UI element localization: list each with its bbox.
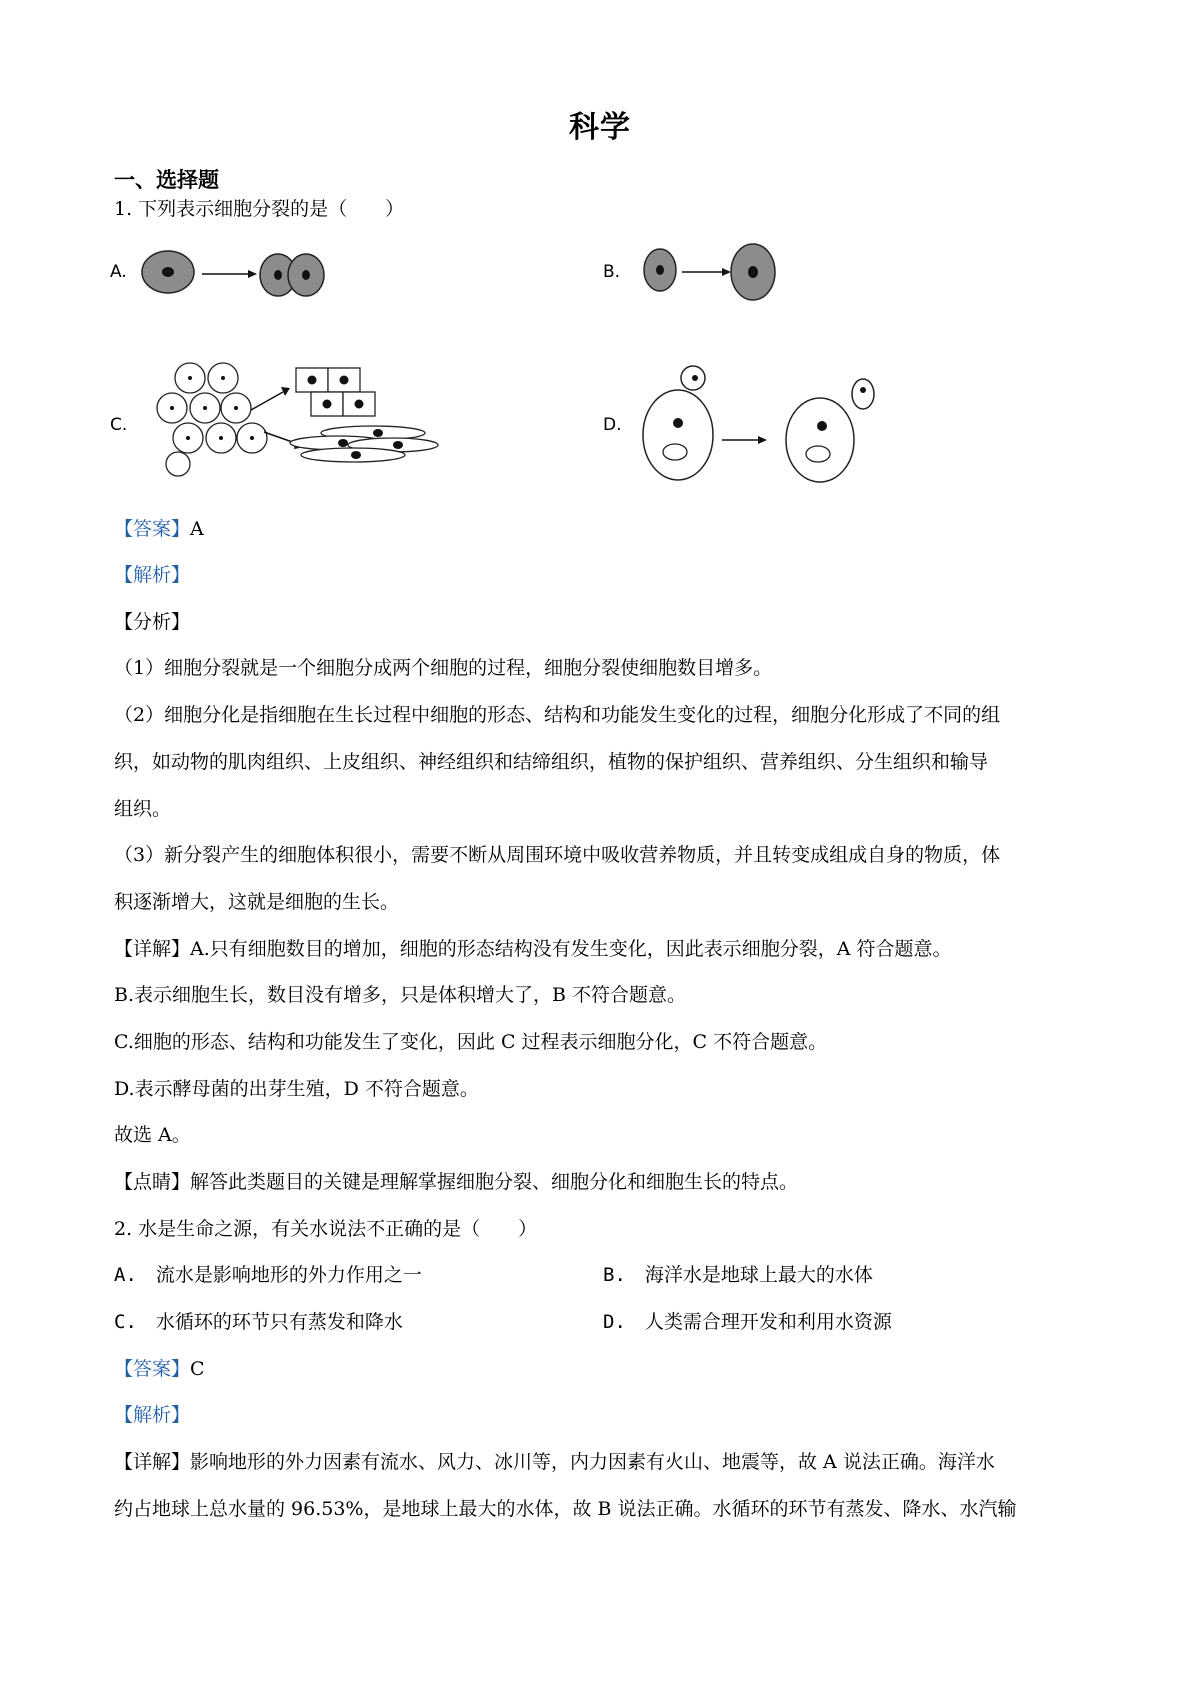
q2-detail-tag: 【详解】 bbox=[114, 1451, 191, 1473]
option-a-label: A. bbox=[110, 262, 127, 282]
q2-detail-1: 影响地形的外力因素有流水、风力、冰川等，内力因素有火山、地震等，故 A 说法正确。海洋水 bbox=[190, 1451, 995, 1473]
q1-fenxi-tag: 【分析】 bbox=[114, 611, 191, 633]
q2-answer-tag: 【答案】 bbox=[114, 1358, 191, 1380]
q1-analysis-p1: （1）细胞分裂就是一个细胞分成两个细胞的过程，细胞分裂使细胞数目增多。 bbox=[114, 657, 773, 679]
q1-detail-tag: 【详解】 bbox=[114, 938, 191, 960]
q1-analysis-p2b: 织，如动物的肌肉组织、上皮组织、神经组织和结缔组织，植物的保护组织、营养组织、分生组织和输导 bbox=[114, 751, 989, 773]
q2-detail-2: 约占地球上总水量的 96.53%，是地球上最大的水体，故 B 说法正确。水循环的环节有蒸发、降水、水汽输 bbox=[114, 1498, 1017, 1520]
q1-detail-c: C.细胞的形态、结构和功能发生了变化，因此 C 过程表示细胞分化，C 不符合题意。 bbox=[114, 1031, 828, 1053]
option-c-figure bbox=[148, 360, 468, 485]
option-d-label: D. bbox=[603, 415, 622, 435]
question-1-stem: 1. 下列表示细胞分裂的是（ ） bbox=[114, 198, 405, 220]
q1-dianjing: 解答此类题目的关键是理解掌握细胞分裂、细胞分化和细胞生长的特点。 bbox=[190, 1171, 799, 1193]
q1-answer: A bbox=[190, 518, 204, 540]
q1-analysis-tag: 【解析】 bbox=[114, 564, 191, 586]
q2-answer: C bbox=[190, 1358, 205, 1380]
q1-conclusion: 故选 A。 bbox=[114, 1124, 191, 1146]
q2-option-c: C. 水循环的环节只有蒸发和降水 bbox=[114, 1311, 403, 1333]
q2-option-d: D. 人类需合理开发和利用水资源 bbox=[603, 1311, 892, 1333]
q1-detail-a: A.只有细胞数目的增加，细胞的形态结构没有发生变化，因此表示细胞分裂，A 符合题意。 bbox=[190, 938, 952, 960]
option-b-figure bbox=[640, 240, 790, 310]
question-2-stem: 2. 水是生命之源，有关水说法不正确的是（ ） bbox=[114, 1218, 538, 1240]
q2-analysis-tag: 【解析】 bbox=[114, 1404, 191, 1426]
q2-option-a: A. 流水是影响地形的外力作用之一 bbox=[114, 1264, 422, 1286]
q1-detail-d: D.表示酵母菌的出芽生殖，D 不符合题意。 bbox=[114, 1078, 479, 1100]
q1-analysis-p3a: （3）新分裂产生的细胞体积很小，需要不断从周围环境中吸收营养物质，并且转变成组成自身的物质，体 bbox=[114, 844, 1001, 866]
option-c-label: C. bbox=[110, 415, 128, 435]
option-b-label: B. bbox=[603, 262, 621, 282]
q2-answer-line bbox=[114, 1356, 205, 1382]
option-d-figure bbox=[640, 360, 890, 485]
q1-dianjing-tag: 【点睛】 bbox=[114, 1171, 191, 1193]
q1-detail-b: B.表示细胞生长，数目没有增多，只是体积增大了，B 不符合题意。 bbox=[114, 984, 687, 1006]
q1-analysis-p2a: （2）细胞分化是指细胞在生长过程中细胞的形态、结构和功能发生变化的过程，细胞分化形成了不同的组 bbox=[114, 704, 1001, 726]
page-title: 科学 bbox=[569, 110, 631, 145]
q1-dianjing-line bbox=[114, 1169, 798, 1195]
q1-analysis-p3b: 积逐渐增大，这就是细胞的生长。 bbox=[114, 891, 400, 913]
q1-answer-line bbox=[114, 516, 204, 542]
q1-answer-tag: 【答案】 bbox=[114, 518, 191, 540]
q2-detail-line-1 bbox=[114, 1449, 995, 1475]
q2-option-b: B. 海洋水是地球上最大的水体 bbox=[603, 1264, 873, 1286]
q1-analysis-p2c: 组织。 bbox=[114, 798, 172, 820]
option-a-figure bbox=[130, 240, 330, 310]
section-heading: 一、选择题 bbox=[114, 168, 219, 192]
q1-detail-line-1 bbox=[114, 936, 952, 962]
